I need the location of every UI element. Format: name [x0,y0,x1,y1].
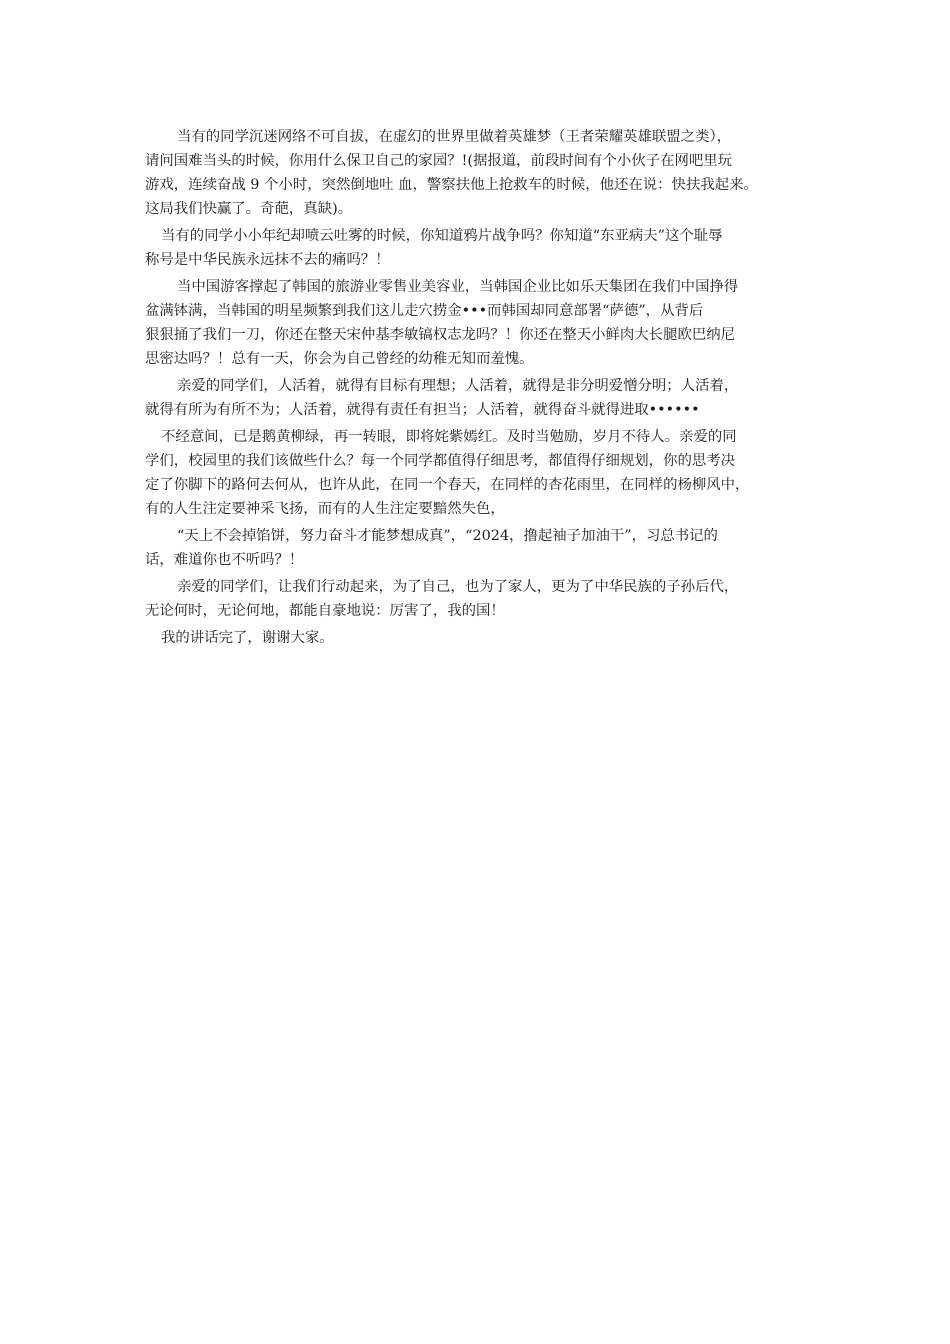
text-line: 亲爱的同学们，让我们行动起来，为了自己，也为了家人，更为了中华民族的子孙后代， [177,579,739,595]
text-line: 请问国难当头的时候，你用什么保卫自己的家园？!(据报道，前段时间有个小伙子在网吧里玩 [145,153,733,169]
text-line: 游戏，连续奋战 9 个小时，突然倒地吐 血，警察扶他上抢救车的时候，他还在说：快扶我起来。 [145,177,758,193]
text-line: 亲爱的同学们，人活着，就得有目标有理想；人活着，就得是非分明爱憎分明；人活着， [177,378,739,394]
text-line: 学们，校园里的我们该做些什么？每一个同学都值得仔细思考，都值得仔细规划，你的思考决 [145,453,736,469]
text-line: 这局我们快赢了。奇葩，真缺)。 [145,201,353,217]
text-line: 称号是中华民族永远抹不去的痛吗？！ [145,252,390,268]
text-line: 当有的同学沉迷网络不可自拔，在虚幻的世界里做着英雄梦（王者荣耀英雄联盟之类）， [177,129,732,145]
text-line: 话，难道你也不听吗？！ [145,552,304,568]
text-line: 当中国游客撑起了韩国的旅游业零售业美容业，当韩国企业比如乐天集团在我们中国挣得 [177,279,739,295]
text-line: 无论何时，无论何地，都能自豪地说：厉害了，我的国！ [145,603,505,619]
text-line: 我的讲话完了，谢谢大家。 [161,630,334,646]
text-line: 盆满钵满，当韩国的明星频繁到我们这儿走穴捞金•••而韩国却同意部署“萨德”，从背后 [145,303,704,319]
text-line: 狠狠捅了我们一刀，你还在整天宋仲基李敏镐权志龙吗？！你还在整天小鲜肉大长腿欧巴纳尼 [145,327,736,343]
text-line: 就得有所为有所不为；人活着，就得有责任有担当；人活着，就得奋斗就得进取•••••• [145,402,700,418]
text-line: 思密达吗？！总有一天，你会为自己曾经的幼稚无知而羞愧。 [145,351,534,367]
text-line: “天上不会掉馅饼，努力奋斗才能梦想成真”，“2024，撸起袖子加油干”，习总书记的 [177,528,718,544]
text-line: 当有的同学小小年纪却喷云吐雾的时候，你知道鸦片战争吗？你知道“东亚病夫”这个耻辱 [161,228,723,244]
text-line: 有的人生注定要神采飞扬，而有的人生注定要黯然失色， [145,501,505,517]
text-line: 定了你脚下的路何去何从，也许从此，在同一个春天，在同样的杏花雨里，在同样的杨柳风中， [145,477,750,493]
text-line: 不经意间，已是鹅黄柳绿，再一转眼，即将姹紫嫣红。及时当勉励，岁月不待人。亲爱的同 [161,429,737,445]
